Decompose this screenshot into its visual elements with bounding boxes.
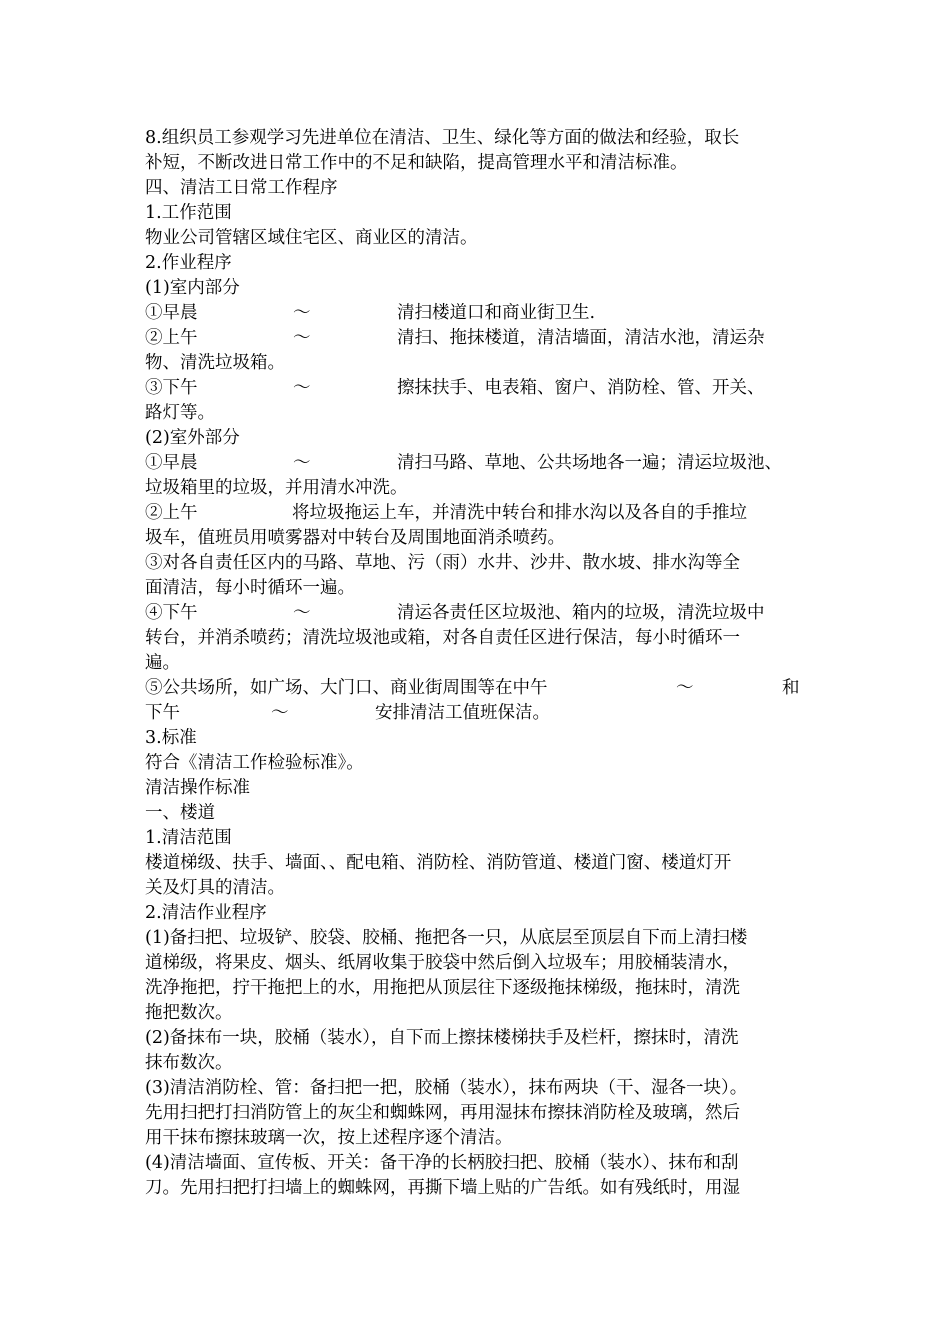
subheading: (1)室内部分 bbox=[145, 278, 240, 298]
schedule-task: ⑤公共场所，如广场、大门口、商业街周围等在中午 bbox=[145, 678, 548, 698]
text-line: 遍。 bbox=[145, 653, 180, 673]
subheading: 2.作业程序 bbox=[145, 253, 232, 273]
schedule-task: 擦抹扶手、电表箱、窗户、消防栓、管、开关、 bbox=[397, 378, 765, 398]
text-line: (1)备扫把、垃圾铲、胶袋、胶桶、拖把各一只，从底层至顶层自下而上清扫楼 bbox=[145, 928, 748, 948]
text-line: 物业公司管辖区域住宅区、商业区的清洁。 bbox=[145, 228, 478, 248]
text-line: 符合《清洁工作检验标准》。 bbox=[145, 753, 364, 773]
text-line: (4)清洁墙面、宣传板、开关：备干净的长柄胶扫把、胶桶（装水）、抹布和刮 bbox=[145, 1153, 739, 1173]
schedule-task: 和 bbox=[782, 678, 800, 698]
schedule-range: ～ bbox=[676, 678, 694, 698]
schedule-time: ①早晨 bbox=[145, 303, 198, 323]
schedule-range: ～ bbox=[293, 328, 311, 348]
schedule-time: 下午 bbox=[145, 703, 180, 723]
text-line: 关及灯具的清洁。 bbox=[145, 878, 285, 898]
subheading: 3.标准 bbox=[145, 728, 197, 748]
schedule-range: ～ bbox=[293, 378, 311, 398]
section-heading: 一、楼道 bbox=[145, 803, 215, 823]
schedule-range: ～ bbox=[271, 703, 289, 723]
schedule-task: 清扫马路、草地、公共场地各一遍；清运垃圾池、 bbox=[397, 453, 782, 473]
schedule-task: 清扫、拖抹楼道，清洁墙面，清洁水池，清运杂 bbox=[397, 328, 765, 348]
schedule-time: ①早晨 bbox=[145, 453, 198, 473]
schedule-time: ②上午 bbox=[145, 328, 198, 348]
schedule-task: 清扫楼道口和商业街卫生. bbox=[397, 303, 596, 323]
schedule-range: ～ bbox=[293, 303, 311, 323]
subheading: 2.清洁作业程序 bbox=[145, 903, 267, 923]
text-line: 路灯等。 bbox=[145, 403, 215, 423]
section-heading: 清洁操作标准 bbox=[145, 778, 250, 798]
text-line: 补短，不断改进日常工作中的不足和缺陷，提高管理水平和清洁标准。 bbox=[145, 153, 688, 173]
schedule-task: 清运各责任区垃圾池、箱内的垃圾，清洗垃圾中 bbox=[397, 603, 765, 623]
text-line: 垃圾箱里的垃圾，并用清水冲洗。 bbox=[145, 478, 408, 498]
schedule-range: ～ bbox=[293, 453, 311, 473]
text-line: ③对各自责任区内的马路、草地、污（雨）水井、沙井、散水坡、排水沟等全 bbox=[145, 553, 740, 573]
schedule-task: 将垃圾拖运上车，并清洗中转台和排水沟以及各自的手推垃 bbox=[292, 503, 747, 523]
text-line: 刀。先用扫把打扫墙上的蜘蛛网，再撕下墙上贴的广告纸。如有残纸时，用湿 bbox=[145, 1178, 740, 1198]
text-line: 洗净拖把，拧干拖把上的水，用拖把从顶层往下逐级拖抹梯级，拖抹时，清洗 bbox=[145, 978, 740, 998]
text-line: (2)备抹布一块，胶桶（装水），自下而上擦抹楼梯扶手及栏杆，擦抹时，清洗 bbox=[145, 1028, 739, 1048]
text-line: 转台，并消杀喷药；清洗垃圾池或箱，对各自责任区进行保洁，每小时循环一 bbox=[145, 628, 740, 648]
schedule-task: 安排清洁工值班保洁。 bbox=[375, 703, 550, 723]
schedule-time: ③下午 bbox=[145, 378, 198, 398]
subheading: 1.清洁范围 bbox=[145, 828, 232, 848]
text-line: 物、清洗垃圾箱。 bbox=[145, 353, 285, 373]
subheading: (2)室外部分 bbox=[145, 428, 240, 448]
section-heading: 四、清洁工日常工作程序 bbox=[145, 178, 338, 198]
schedule-time: ④下午 bbox=[145, 603, 198, 623]
text-line: (3)清洁消防栓、管：备扫把一把，胶桶（装水），抹布两块（干、湿各一块）。 bbox=[145, 1078, 748, 1098]
schedule-time: ②上午 bbox=[145, 503, 198, 523]
subheading: 1.工作范围 bbox=[145, 203, 232, 223]
schedule-range: ～ bbox=[293, 603, 311, 623]
text-line: 先用扫把打扫消防管上的灰尘和蜘蛛网，再用湿抹布擦抹消防栓及玻璃，然后 bbox=[145, 1103, 740, 1123]
text-line: 抹布数次。 bbox=[145, 1053, 233, 1073]
text-line: 面清洁，每小时循环一遍。 bbox=[145, 578, 355, 598]
text-line: 道梯级，将果皮、烟头、纸屑收集于胶袋中然后倒入垃圾车；用胶桶装清水， bbox=[145, 953, 740, 973]
text-line: 拖把数次。 bbox=[145, 1003, 233, 1023]
text-line: 圾车，值班员用喷雾器对中转台及周围地面消杀喷药。 bbox=[145, 528, 565, 548]
text-line: 8.组织员工参观学习先进单位在清洁、卫生、绿化等方面的做法和经验，取长 bbox=[145, 128, 740, 148]
text-line: 楼道梯级、扶手、墙面、、配电箱、消防栓、消防管道、楼道门窗、楼道灯开 bbox=[145, 853, 732, 873]
text-line: 用干抹布擦抹玻璃一次，按上述程序逐个清洁。 bbox=[145, 1128, 513, 1148]
